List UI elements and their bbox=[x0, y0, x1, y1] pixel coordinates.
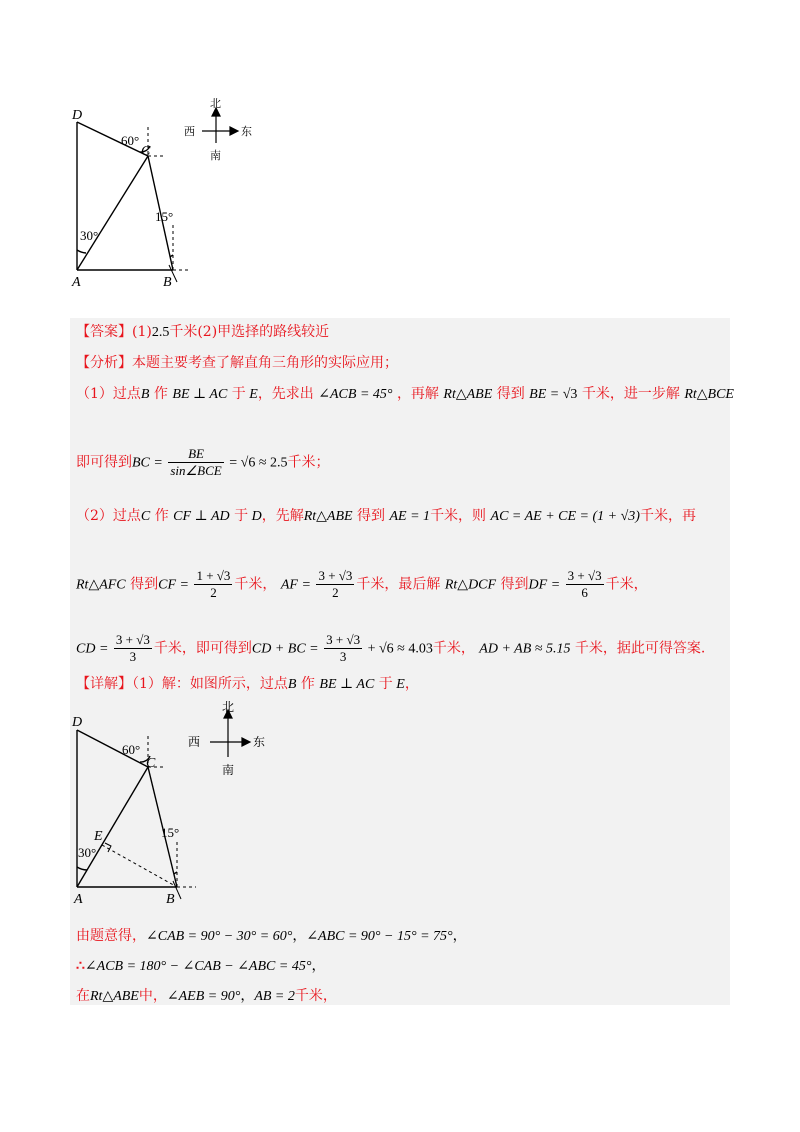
a3-text-5: 得到 bbox=[357, 508, 386, 524]
a4-fraction-1-num: 1 + √3 bbox=[196, 568, 231, 583]
detail-point-b: B bbox=[287, 677, 297, 692]
a4-text-3: 千米，最后解 bbox=[356, 576, 441, 593]
a3-math-3: AE = 1 bbox=[389, 509, 431, 524]
a5-math-2: CD + BC = bbox=[251, 641, 323, 657]
a1-math-3: Rt△ABE bbox=[443, 387, 493, 402]
a4-text-2: 千米， bbox=[234, 576, 277, 593]
a4-fraction-3-num: 3 + √3 bbox=[567, 568, 602, 583]
east-arrow-icon-2 bbox=[242, 738, 250, 746]
a4-fraction-1 bbox=[194, 568, 232, 601]
a1-math-2: ∠ACB = 45° bbox=[318, 387, 393, 402]
a1-text-3: 于 bbox=[231, 386, 246, 402]
a5-math-4: AD + AB ≈ 5.15 bbox=[479, 641, 571, 657]
line-ca bbox=[77, 156, 148, 270]
analysis-tag: 【分析】 bbox=[76, 355, 132, 371]
a2-fraction bbox=[168, 446, 223, 479]
d3-text-2: 中， bbox=[138, 988, 167, 1004]
a2-math-2: = √6 ≈ 2.5 bbox=[225, 455, 288, 471]
a2-text-1: 即可得到 bbox=[76, 454, 132, 471]
detail-step-3 bbox=[76, 986, 337, 1007]
analysis-step-5 bbox=[76, 632, 705, 665]
label-angle-60: 60° bbox=[121, 133, 140, 148]
a5-text-2: 千米， bbox=[432, 640, 475, 657]
a4-fraction-3 bbox=[566, 568, 604, 601]
a4-fraction-1-den: 2 bbox=[210, 585, 217, 600]
a3-point-d: D bbox=[248, 509, 262, 524]
detail-line bbox=[76, 674, 419, 695]
a4-fraction-3-den: 6 bbox=[581, 585, 588, 600]
d1-text-1: 由题意得， bbox=[76, 928, 146, 944]
a2-math-1: BC = bbox=[132, 455, 167, 471]
line-be-dashed bbox=[102, 845, 177, 887]
a1-text-4: ，先求出 bbox=[257, 386, 314, 402]
a5-fraction-2 bbox=[324, 632, 362, 665]
a3-text-6: 千米，则 bbox=[430, 508, 487, 524]
a2-fraction-num: BE bbox=[168, 446, 223, 463]
compass-east-2: 东 bbox=[253, 735, 266, 749]
analysis-step-4 bbox=[76, 568, 648, 601]
detail-text-2: 作 bbox=[296, 676, 315, 692]
a5-fraction-1 bbox=[114, 632, 152, 665]
a4-text-1: 得到 bbox=[130, 576, 159, 593]
answer-text: 千米(2)甲选择的路线较近 bbox=[169, 324, 330, 340]
a5-fraction-2-den: 3 bbox=[339, 649, 347, 664]
figure-1 bbox=[60, 95, 280, 295]
detail-tag: 【详解】 bbox=[76, 676, 132, 692]
a5-text-1: 千米，即可得到 bbox=[153, 640, 252, 657]
a3-text-4: ，先解 bbox=[261, 508, 304, 524]
detail-text-1: （1）解：如图所示，过点 bbox=[132, 676, 288, 692]
answer-value: 2.5 bbox=[151, 325, 170, 340]
compass-east: 东 bbox=[241, 126, 252, 138]
a1-point-b: B bbox=[140, 387, 150, 402]
d2-therefore: ∴ bbox=[76, 958, 85, 974]
d3-math-2: ∠AEB = 90° bbox=[166, 989, 241, 1004]
d3-text-3: 千米， bbox=[294, 988, 337, 1004]
a5-fraction-1-den: 3 bbox=[129, 649, 137, 664]
compass-north-2: 北 bbox=[222, 700, 235, 714]
figure-2 bbox=[60, 700, 280, 910]
detail-text-3: 于 bbox=[378, 676, 393, 692]
label-c: C bbox=[141, 144, 151, 159]
a4-math-1: CF = bbox=[158, 577, 193, 593]
line-ca-2 bbox=[77, 767, 148, 887]
a4-math-2: AF = bbox=[280, 577, 315, 593]
a4-fraction-2-num: 3 + √3 bbox=[318, 568, 353, 583]
d3-math-3: AB = 2 bbox=[254, 989, 295, 1004]
a5-fraction-1-num: 3 + √3 bbox=[115, 632, 150, 647]
a3-math-2: Rt△ABE bbox=[303, 509, 353, 524]
a3-math-4: AC = AE + CE = (1 + √3) bbox=[490, 509, 640, 524]
a4-text-5: 千米， bbox=[605, 576, 648, 593]
d1-math-1: ∠CAB = 90° − 30° = 60° bbox=[146, 929, 293, 944]
a5-text-3: 千米，据此可得答案. bbox=[574, 640, 706, 657]
a5-fraction-2-num: 3 + √3 bbox=[326, 632, 361, 647]
label-angle-30: 30° bbox=[80, 228, 99, 243]
a1-math-1: BE ⊥ AC bbox=[172, 387, 228, 402]
compass-west-2: 西 bbox=[188, 735, 201, 749]
a1-text-6: 得到 bbox=[496, 386, 525, 402]
label-angle-15: 15° bbox=[155, 209, 174, 224]
a4-fraction-2 bbox=[316, 568, 354, 601]
d2-comma: ， bbox=[311, 958, 326, 974]
a1-text-2: 作 bbox=[149, 386, 168, 402]
label-d-2: D bbox=[72, 715, 83, 730]
compass-west: 西 bbox=[184, 126, 195, 138]
compass-south-2: 南 bbox=[222, 763, 235, 777]
analysis-step-2 bbox=[76, 446, 330, 479]
a2-text-2: 千米； bbox=[287, 454, 330, 471]
answer-tag: 【答案】 bbox=[76, 324, 132, 340]
d2-math-1: ∠ACB = 180° − ∠CAB − ∠ABC = 45° bbox=[84, 959, 312, 974]
a4-math-3: Rt△DCF bbox=[444, 577, 497, 593]
analysis-text: 本题主要考查了解直角三角形的实际应用； bbox=[132, 355, 398, 371]
label-e-2: E bbox=[94, 829, 103, 844]
d3-text-1: 在 bbox=[76, 988, 90, 1004]
a3-text-7: 千米，再 bbox=[639, 508, 696, 524]
a4-text-4: 得到 bbox=[500, 576, 529, 593]
a2-fraction-den: sin∠BCE bbox=[170, 463, 222, 478]
d3-math-1: Rt△ABE bbox=[90, 989, 139, 1004]
detail-point-e: E bbox=[392, 677, 405, 692]
a5-math-3: + √6 ≈ 4.03 bbox=[364, 641, 433, 657]
a1-math-5: √3 bbox=[562, 387, 578, 402]
detail-text-4: ， bbox=[404, 676, 419, 692]
compass-north: 北 bbox=[210, 98, 221, 110]
a4-math-0: Rt△AFC bbox=[76, 577, 126, 593]
a3-text-2: 作 bbox=[150, 508, 169, 524]
label-b-2: B bbox=[166, 892, 175, 907]
angle-30-arc-2 bbox=[77, 867, 87, 870]
a4-math-4: DF = bbox=[528, 577, 564, 593]
d1-comma-2: ， bbox=[452, 928, 467, 944]
a1-math-4: BE = bbox=[529, 387, 563, 402]
compass-south: 南 bbox=[210, 150, 221, 162]
answer-line bbox=[76, 322, 329, 343]
detail-step-1 bbox=[76, 926, 467, 947]
label-c-2: C bbox=[146, 756, 156, 771]
right-angle-e bbox=[105, 843, 111, 852]
label-d: D bbox=[72, 108, 83, 123]
a3-point-c: C bbox=[140, 509, 151, 524]
label-b: B bbox=[163, 275, 172, 290]
analysis-line bbox=[76, 353, 398, 373]
detail-step-2 bbox=[76, 956, 325, 977]
a3-text-3: 于 bbox=[234, 508, 249, 524]
d1-comma-1: ， bbox=[292, 928, 307, 944]
label-angle-15-2: 15° bbox=[161, 825, 180, 840]
a1-text-1: （1）过点 bbox=[76, 386, 141, 402]
label-angle-60-2: 60° bbox=[122, 742, 141, 757]
label-a: A bbox=[72, 275, 81, 290]
a5-math-1: CD = bbox=[76, 641, 112, 657]
d3-comma: ， bbox=[240, 988, 255, 1004]
a1-text-7: 千米，进一步解 bbox=[581, 386, 680, 402]
label-a-2: A bbox=[74, 892, 83, 907]
a1-point-e: E bbox=[245, 387, 258, 402]
a3-text-1: （2）过点 bbox=[76, 508, 141, 524]
label-angle-30-2: 30° bbox=[78, 845, 97, 860]
detail-math-1: BE ⊥ AC bbox=[319, 677, 375, 692]
a3-math-1: CF ⊥ AD bbox=[173, 509, 230, 524]
a1-math-6: Rt△BCE bbox=[684, 387, 734, 402]
a4-fraction-2-den: 2 bbox=[332, 585, 339, 600]
a1-text-5: ，再解 bbox=[396, 386, 439, 402]
angle-30-arc bbox=[77, 250, 86, 253]
answer-part1: (1) bbox=[132, 324, 152, 340]
analysis-step-3 bbox=[76, 506, 696, 527]
east-arrow-icon bbox=[230, 127, 238, 135]
d1-math-2: ∠ABC = 90° − 15° = 75° bbox=[306, 929, 453, 944]
analysis-step-1 bbox=[76, 384, 734, 405]
